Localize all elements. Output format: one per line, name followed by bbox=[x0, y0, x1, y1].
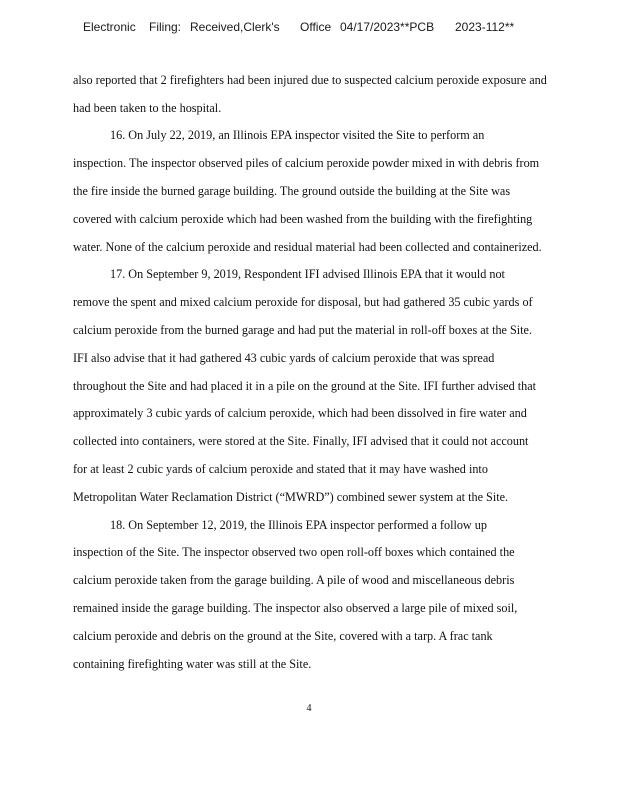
header-received: Received,Clerk's bbox=[190, 20, 280, 34]
header-date: 04/17/2023**PCB bbox=[340, 20, 435, 34]
body-line: remove the spent and mixed calcium peroxide for disposal, but had gathered 35 cubic yards of bbox=[73, 295, 533, 309]
body-line: throughout the Site and had placed it in a pile on the ground at the Site. IFI further advised that bbox=[73, 379, 537, 393]
body-line: had been taken to the hospital. bbox=[73, 101, 222, 115]
header-case-number: 2023-112** bbox=[455, 20, 515, 34]
body-line: the fire inside the burned garage building. The ground outside the building at the Site was bbox=[73, 184, 511, 198]
body-line: remained inside the garage building. The inspector also observed a large pile of mixed soil, bbox=[73, 601, 518, 615]
filing-stamp-header bbox=[0, 20, 618, 38]
body-line: IFI also advise that it had gathered 43 cubic yards of calcium peroxide that was spread bbox=[73, 351, 495, 365]
body-line: covered with calcium peroxide which had been washed from the building with the firefighting bbox=[73, 212, 533, 226]
body-line: inspection. The inspector observed piles of calcium peroxide powder mixed in with debris from bbox=[73, 156, 540, 170]
body-line: calcium peroxide and debris on the ground at the Site, covered with a tarp. A frac tank bbox=[73, 629, 493, 643]
body-line: calcium peroxide from the burned garage and had put the material in roll-off boxes at the Site. bbox=[73, 323, 533, 337]
page-number: 4 bbox=[306, 703, 312, 714]
body-line: for at least 2 cubic yards of calcium peroxide and stated that it may have washed into bbox=[73, 462, 488, 476]
paragraph-17-start: 17. On September 9, 2019, Respondent IFI advised Illinois EPA that it would not bbox=[110, 267, 505, 281]
body-line: also reported that 2 firefighters had been injured due to suspected calcium peroxide exposure and bbox=[73, 73, 547, 87]
body-line: calcium peroxide taken from the garage building. A pile of wood and miscellaneous debris bbox=[73, 573, 515, 587]
body-line: containing firefighting water was still at the Site. bbox=[73, 657, 312, 671]
header-filing: Filing: bbox=[149, 20, 182, 34]
body-line: approximately 3 cubic yards of calcium peroxide, which had been dissolved in fire water and bbox=[73, 406, 527, 420]
paragraph-18-start: 18. On September 12, 2019, the Illinois EPA inspector performed a follow up bbox=[110, 518, 487, 532]
header-office: Office bbox=[300, 20, 332, 34]
body-line: inspection of the Site. The inspector observed two open roll-off boxes which contained the bbox=[73, 545, 515, 559]
paragraph-16-start: 16. On July 22, 2019, an Illinois EPA inspector visited the Site to perform an bbox=[110, 128, 485, 142]
header-electronic: Electronic bbox=[83, 20, 136, 34]
body-line: Metropolitan Water Reclamation District (“MWRD”) combined sewer system at the Site. bbox=[73, 490, 509, 504]
body-line: collected into containers, were stored at the Site. Finally, IFI advised that it could not account bbox=[73, 434, 529, 448]
body-line: water. None of the calcium peroxide and residual material had been collected and containerized. bbox=[73, 240, 542, 254]
